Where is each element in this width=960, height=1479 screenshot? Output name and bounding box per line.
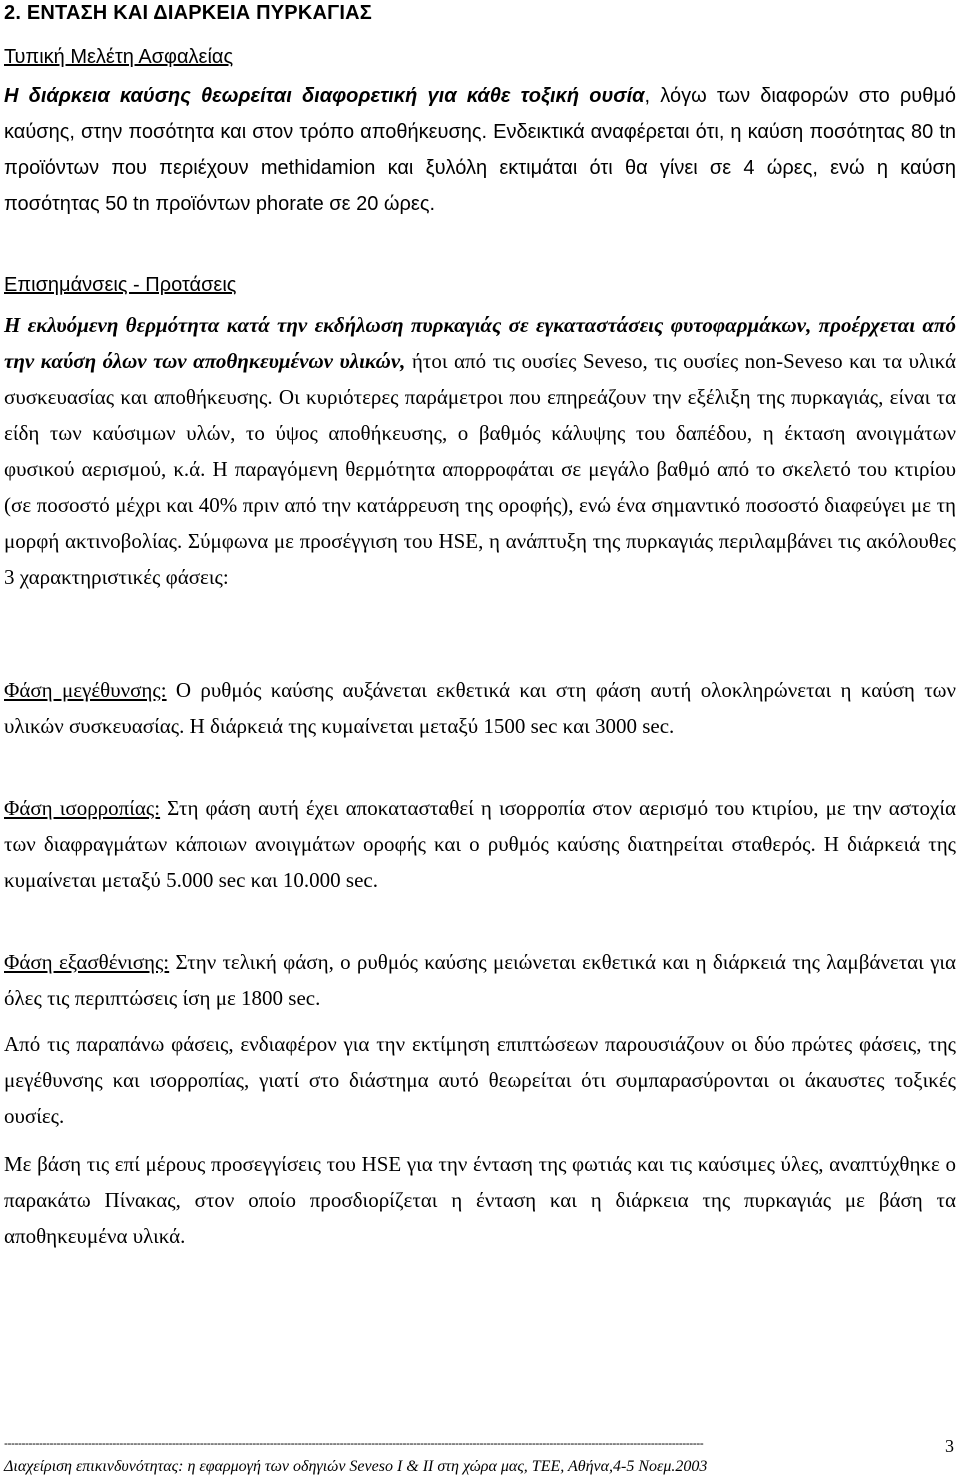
paragraph-heat-release xyxy=(4,307,956,595)
footer-citation: Διαχείριση επικινδυνότητας: η εφαρμογή των οδηγιών Seveso I & II στη χώρα μας, ΤΕΕ, Αθήνα,4-5 Νοεμ.2003 xyxy=(4,1458,708,1475)
subsection-title-safety-study: Τυπική Μελέτη Ασφαλείας xyxy=(4,46,234,68)
phase-decay xyxy=(4,944,956,1016)
phase-label: Φάση ισορροπίας: xyxy=(4,796,161,820)
subsection-title-remarks: Επισημάνσεις - Προτάσεις xyxy=(4,274,237,296)
paragraph-burn-duration xyxy=(4,78,956,222)
phase-equilibrium xyxy=(4,790,956,898)
footer-rule: -------------------------------------------------------------------------------------------------------------------------------------------------------------------------------------------------------- xyxy=(4,1436,704,1450)
page-number: 3 xyxy=(945,1436,954,1456)
paragraph-lead-bold: Η εκλυόμενη θερμότητα κατά την εκδήλωση πυρκαγιάς σε εγκαταστάσεις φυτοφαρμάκων, προέρχεται από την καύση όλων των αποθηκευμένων υλικών, xyxy=(4,313,956,373)
paragraph-body: ήτοι από τις ουσίες Seveso, τις ουσίες non-Seveso και τα υλικά συσκευασίας και αποθήκευσης. Οι κυριότερες παράμετροι που επηρεάζουν την εξέλιξη της πυρκαγιάς, είναι τα είδη των καύσιμων υλών, το ύψος αποθήκευσης, ο βαθμός κάλυψης του δαπέδου, η έκταση ανοιγμάτων φυσικού αερισμού, κ.ά. Η παραγόμενη θερμότητα απορροφάται σε μεγάλο βαθμό από το σκελετό του κτιρίου (σε ποσοστό μέχρι και 40% πριν από την κατάρρευση της οροφής), ενώ ένα σημαντικό ποσοστό διαφεύγει με τη μορφή ακτινοβολίας. Σύμφωνα με προσέγγιση του HSE, η ανάπτυξη της πυρκαγιάς περιλαμβάνει τις ακόλουθες 3 χαρακτηριστικές φάσεις: xyxy=(4,349,956,589)
phase-text: Στη φάση αυτή έχει αποκατασταθεί η ισορροπία στον αερισμό του κτιρίου, με την αστοχία των διαφραγμάτων κάποιων ανοιγμάτων οροφής και ο ρυθμός καύσης διατηρείται σταθερός. Η διάρκειά της κυμαίνεται μεταξύ 5.000 sec και 10.000 sec. xyxy=(4,796,956,892)
paragraph-lead-bold: Η διάρκεια καύσης θεωρείται διαφορετική για κάθε τοξική ουσία xyxy=(4,85,645,107)
paragraph-table-intro: Με βάση τις επί μέρους προσεγγίσεις του HSE για την ένταση της φωτιάς και τις καύσιμες ύλες, αναπτύχθηκε ο παρακάτω Πίνακας, στον οποίο προσδιορίζεται η ένταση και η διάρκεια της πυρκαγιάς με βάση τα αποθηκευμένα υλικά. xyxy=(4,1152,956,1248)
phase-label: Φάση εξασθένισης: xyxy=(4,950,170,974)
paragraph-body: , λόγω των διαφορών στο ρυθμό καύσης, στην ποσότητα και στον τρόπο αποθήκευσης. Ενδεικτικά αναφέρεται ότι, η καύση ποσότητας 80 tn προϊόντων που περιέχουν methidamion και ξυλόλη εκτιμάται ότι θα γίνει σε 4 ώρες, ενώ η καύση ποσότητας 50 tn προϊόντων phorate σε 20 ώρες. xyxy=(4,85,956,215)
phase-growth xyxy=(4,672,956,744)
phase-text: Στην τελική φάση, ο ρυθμός καύσης μειώνεται εκθετικά και η διάρκειά της λαμβάνεται για όλες τις περιπτώσεις ίση με 1800 sec. xyxy=(4,950,957,1010)
section-heading: 2. ΕΝΤΑΣΗ ΚΑΙ ΔΙΑΡΚΕΙΑ ΠΥΡΚΑΓΙΑΣ xyxy=(4,2,372,24)
paragraph-interest: Από τις παραπάνω φάσεις, ενδιαφέρον για την εκτίμηση επιπτώσεων παρουσιάζουν οι δύο πρώτες φάσεις, της μεγέθυνσης και ισορροπίας, γιατί στο διάστημα αυτό θεωρείται ότι συμπαρασύρονται οι άκαυστες τοξικές ουσίες. xyxy=(4,1032,956,1128)
phase-text: Ο ρυθμός καύσης αυξάνεται εκθετικά και στη φάση αυτή ολοκληρώνεται η καύση των υλικών συσκευασίας. Η διάρκειά της κυμαίνεται μεταξύ 1500 sec και 3000 sec. xyxy=(4,678,957,738)
phase-label: Φάση μεγέθυνσης: xyxy=(4,678,167,702)
